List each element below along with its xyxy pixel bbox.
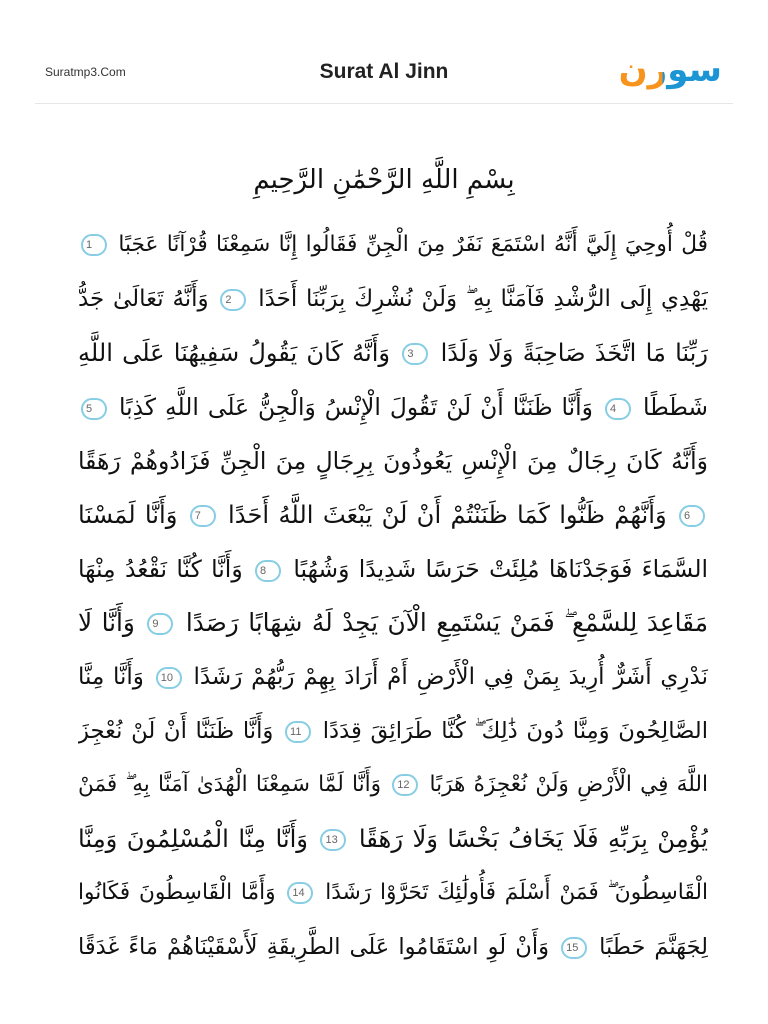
text-line bbox=[78, 380, 708, 434]
verse-number-marker: 12 bbox=[392, 774, 418, 796]
verse-text: لِجَهَنَّمَ حَطَبًا bbox=[599, 934, 708, 960]
verse-text: وَأَنَّا كُنَّا نَقْعُدُ مِنْهَا bbox=[78, 555, 243, 583]
basmala: بِسْمِ اللَّهِ الرَّحْمَٰنِ الرَّحِيمِ bbox=[253, 165, 515, 195]
header-divider bbox=[35, 103, 733, 104]
verse-text: مَقَاعِدَ لِلسَّمْعِ ۖ فَمَنْ يَسْتَمِعِ الْآنَ يَجِدْ لَهُ شِهَابًا رَصَدًا bbox=[185, 608, 708, 637]
verse-text: الْقَاسِطُونَ ۖ فَمَنْ أَسْلَمَ فَأُولَٰئِكَ تَحَرَّوْا رَشَدًا bbox=[325, 880, 708, 905]
verse-number-marker: 9 bbox=[147, 613, 173, 635]
verse-number-marker: 10 bbox=[156, 667, 182, 689]
verse-number-marker: 4 bbox=[605, 398, 631, 420]
verse-text: وَأَنَّا ظَنَنَّا أَنْ لَنْ تَقُولَ الْإِنْسُ وَالْجِنُّ عَلَى اللَّهِ كَذِبًا bbox=[119, 393, 593, 421]
text-line bbox=[78, 218, 708, 272]
verse-text: نَدْرِي أَشَرٌّ أُرِيدَ بِمَنْ فِي الْأَرْضِ أَمْ أَرَادَ بِهِمْ رَبُّهُمْ رَشَدًا bbox=[193, 664, 708, 690]
text-line bbox=[78, 650, 708, 704]
verse-text: وَأَنَّا لَمَّا سَمِعْنَا الْهُدَىٰ آمَنَّا بِهِ ۖ فَمَنْ bbox=[78, 772, 382, 797]
verse-text: وَأَمَّا الْقَاسِطُونَ فَكَانُوا bbox=[78, 880, 276, 905]
surah-text bbox=[78, 218, 708, 974]
text-line bbox=[78, 542, 708, 596]
verse-text: وَأَنَّا مِنَّا bbox=[78, 664, 144, 690]
verse-text: شَطَطًا bbox=[642, 393, 708, 421]
text-line bbox=[78, 596, 708, 650]
verse-text: وَأَنَّا لَمَسْنَا bbox=[78, 501, 178, 529]
text-line bbox=[78, 758, 708, 812]
text-line bbox=[78, 326, 708, 380]
text-line bbox=[78, 704, 708, 758]
site-name: Suratmp3.Com bbox=[45, 65, 126, 79]
verse-text: السَّمَاءَ فَوَجَدْنَاهَا مُلِئَتْ حَرَسًا شَدِيدًا وَشُهُبًا bbox=[293, 555, 708, 583]
verse-number-marker: 3 bbox=[402, 343, 428, 365]
verse-text: اللَّهَ فِي الْأَرْضِ وَلَنْ نُعْجِزَهُ هَرَبًا bbox=[429, 772, 708, 797]
verse-number-marker: 14 bbox=[287, 882, 313, 904]
text-line bbox=[78, 434, 708, 488]
verse-number-marker: 6 bbox=[679, 505, 705, 527]
verse-number-marker: 8 bbox=[255, 560, 281, 582]
verse-text: وَأَنْ لَوِ اسْتَقَامُوا عَلَى الطَّرِيقَةِ لَأَسْقَيْنَاهُمْ مَاءً غَدَقًا bbox=[78, 934, 549, 960]
verse-text: قُلْ أُوحِيَ إِلَيَّ أَنَّهُ اسْتَمَعَ نَفَرٌ مِنَ الْجِنِّ فَقَالُوا إِنَّا سَمِعْنَا قُرْآنًا عَجَبًا bbox=[118, 232, 708, 257]
text-line bbox=[78, 272, 708, 326]
text-line bbox=[78, 866, 708, 920]
verse-text: وَأَنَّهُمْ ظَنُّوا كَمَا ظَنَنْتُمْ أَنْ لَنْ يَبْعَثَ اللَّهُ أَحَدًا bbox=[228, 501, 667, 529]
verse-text: وَأَنَّهُ كَانَ رِجَالٌ مِنَ الْإِنْسِ يَعُوذُونَ بِرِجَالٍ مِنَ الْجِنِّ فَزَادُوهُمْ رَهَقًا bbox=[78, 447, 708, 475]
verse-text: رَبِّنَا مَا اتَّخَذَ صَاحِبَةً وَلَا وَلَدًا bbox=[440, 339, 708, 367]
verse-number-marker: 7 bbox=[190, 505, 216, 527]
text-line bbox=[78, 812, 708, 866]
verse-number-marker: 15 bbox=[561, 937, 587, 959]
verse-text: يُؤْمِنْ بِرَبِّهِ فَلَا يَخَافُ بَخْسًا وَلَا رَهَقًا bbox=[358, 824, 708, 853]
verse-text: يَهْدِي إِلَى الرُّشْدِ فَآمَنَّا بِهِ ۖ وَلَنْ نُشْرِكَ بِرَبِّنَا أَحَدًا bbox=[258, 286, 708, 312]
verse-number-marker: 13 bbox=[320, 829, 346, 851]
text-line bbox=[78, 920, 708, 974]
text-line bbox=[78, 488, 708, 542]
verse-text: وَأَنَّهُ تَعَالَىٰ جَدُّ bbox=[78, 286, 209, 312]
page-title: Surat Al Jinn bbox=[319, 60, 449, 83]
verse-text: وَأَنَّهُ كَانَ يَقُولُ سَفِيهُنَا عَلَى اللَّهِ bbox=[78, 339, 391, 367]
verse-number-marker: 2 bbox=[220, 289, 246, 311]
site-logo: سورن bbox=[618, 50, 722, 90]
verse-text: وَأَنَّا لَا bbox=[78, 608, 135, 637]
verse-number-marker: 5 bbox=[81, 398, 107, 420]
verse-text: وَأَنَّا ظَنَنَّا أَنْ لَنْ نُعْجِزَ bbox=[78, 718, 274, 744]
verse-text: الصَّالِحُونَ وَمِنَّا دُونَ ذَٰلِكَ ۖ كُنَّا طَرَائِقَ قِدَدًا bbox=[322, 718, 708, 744]
verse-number-marker: 11 bbox=[285, 721, 311, 743]
verse-number-marker: 1 bbox=[81, 234, 107, 256]
verse-text: وَأَنَّا مِنَّا الْمُسْلِمُونَ وَمِنَّا bbox=[78, 824, 309, 853]
